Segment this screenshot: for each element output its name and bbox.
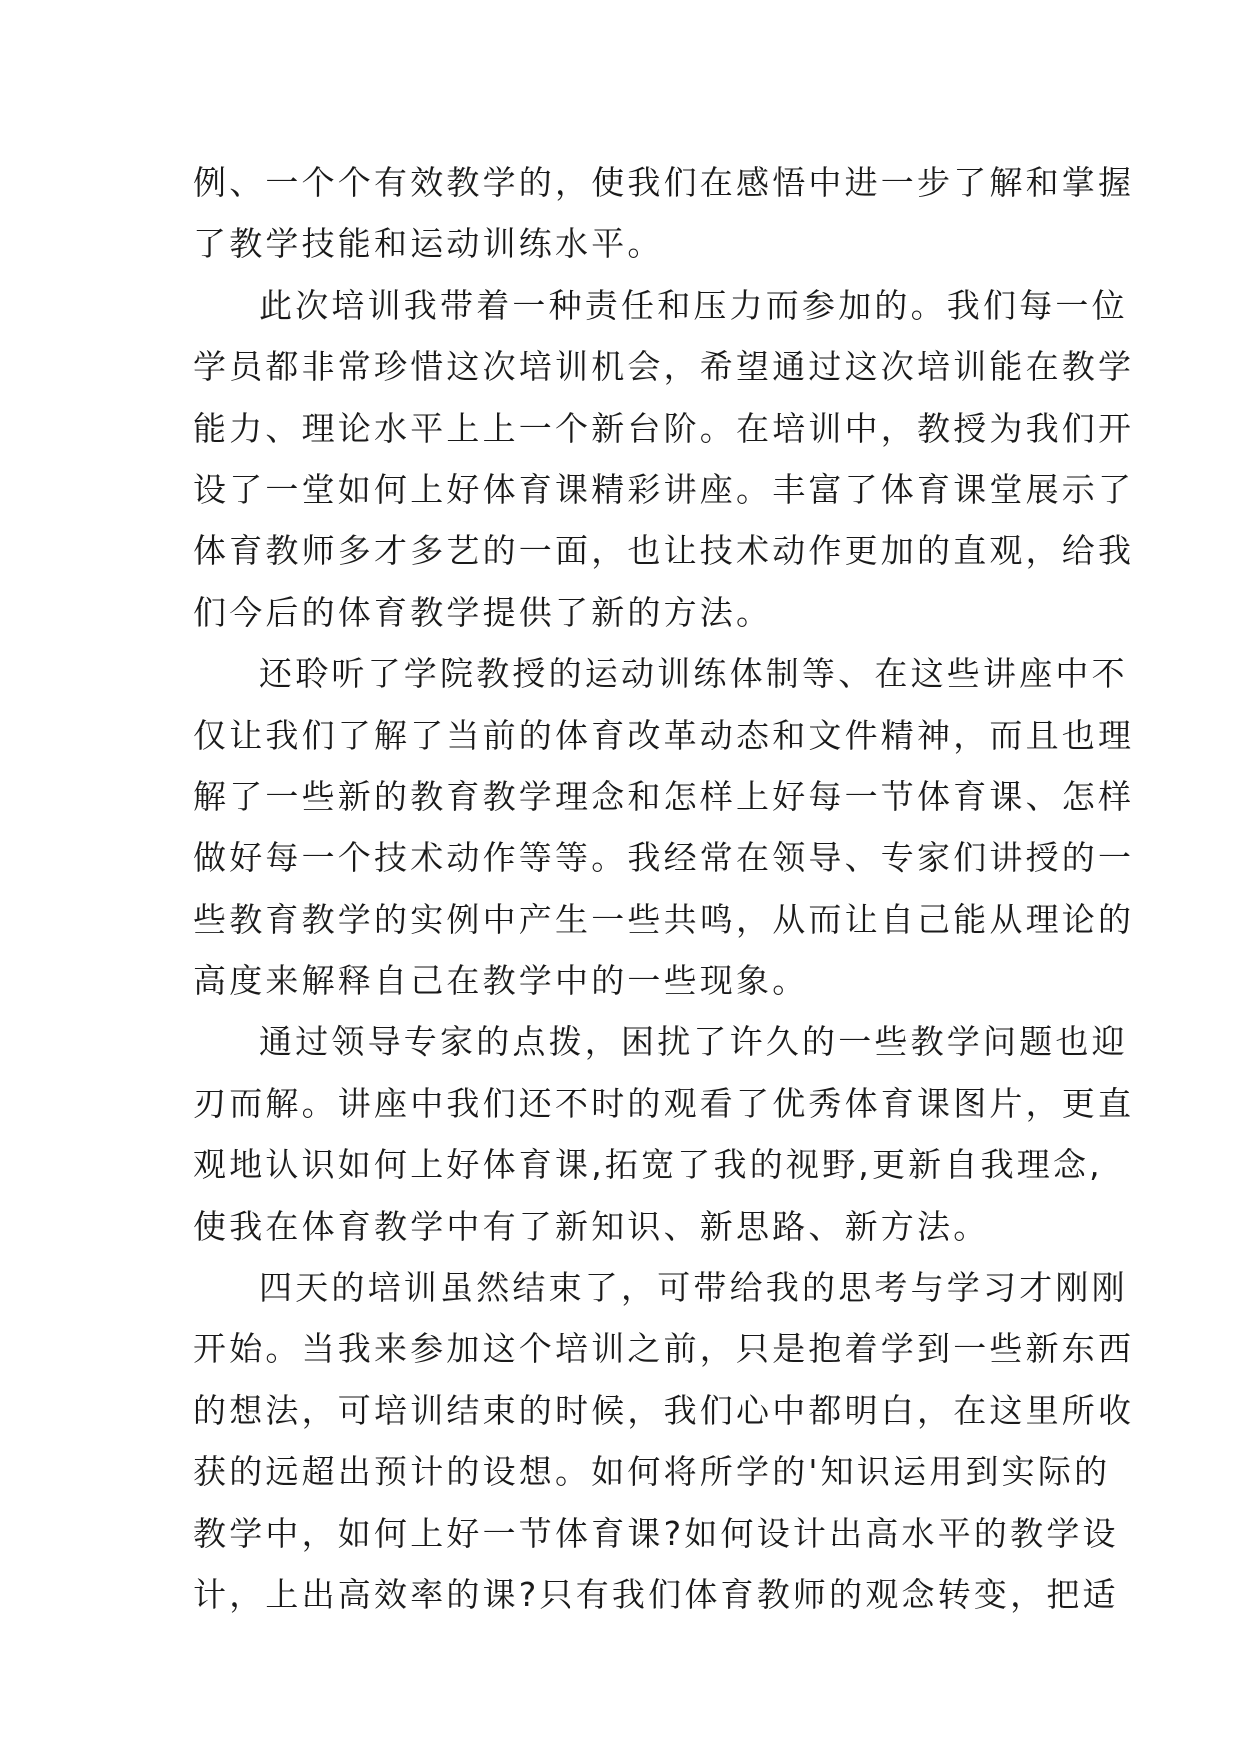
text-line: 使我在体育教学中有了新知识、新思路、新方法。	[193, 1206, 990, 1246]
text-line: 学员都非常珍惜这次培训机会，希望通过这次培训能在教学	[193, 347, 1135, 387]
text-line: 计，上出高效率的课?只有我们体育教师的观念转变，把适	[193, 1574, 1119, 1614]
text-line: 们今后的体育教学提供了新的方法。	[193, 592, 773, 632]
text-line: 能力、理论水平上上一个新台阶。在培训中，教授为我们开	[193, 408, 1135, 448]
text-line: 刃而解。讲座中我们还不时的观看了优秀体育课图片，更直	[193, 1083, 1135, 1123]
text-line: 开始。当我来参加这个培训之前，只是抱着学到一些新东西	[193, 1329, 1135, 1369]
paragraph-first-line: 此次培训我带着一种责任和压力而参加的。我们每一位	[259, 285, 1128, 325]
text-line: 高度来解释自己在教学中的一些现象。	[193, 961, 809, 1001]
text-line: 教学中，如何上好一节体育课?如何设计出高水平的教学设	[193, 1513, 1119, 1553]
text-line: 获的远超出预计的设想。如何将所学的'知识运用到实际的	[193, 1452, 1111, 1492]
text-line: 做好每一个技术动作等等。我经常在领导、专家们讲授的一	[193, 838, 1135, 878]
paragraph-first-line: 四天的培训虽然结束了，可带给我的思考与学习才刚刚	[259, 1268, 1128, 1308]
text-line: 了教学技能和运动训练水平。	[193, 224, 664, 264]
text-line: 解了一些新的教育教学理念和怎样上好每一节体育课、怎样	[193, 776, 1135, 816]
text-line: 体育教师多才多艺的一面，也让技术动作更加的直观，给我	[193, 531, 1135, 571]
text-line: 的想法，可培训结束的时候，我们心中都明白，在这里所收	[193, 1390, 1135, 1430]
text-line: 例、一个个有效教学的，使我们在感悟中进一步了解和掌握	[193, 163, 1135, 202]
text-line: 设了一堂如何上好体育课精彩讲座。丰富了体育课堂展示了	[193, 469, 1135, 509]
paragraph-first-line: 通过领导专家的点拨，困扰了许久的一些教学问题也迎	[259, 1022, 1128, 1062]
paragraph-first-line: 还聆听了学院教授的运动训练体制等、在这些讲座中不	[259, 654, 1128, 694]
body-text	[193, 152, 1135, 1625]
text-line: 观地认识如何上好体育课,拓宽了我的视野,更新自我理念,	[193, 1145, 1103, 1185]
text-line: 仅让我们了解了当前的体育改革动态和文件精神，而且也理	[193, 715, 1135, 755]
text-line: 些教育教学的实例中产生一些共鸣，从而让自己能从理论的	[193, 899, 1135, 939]
